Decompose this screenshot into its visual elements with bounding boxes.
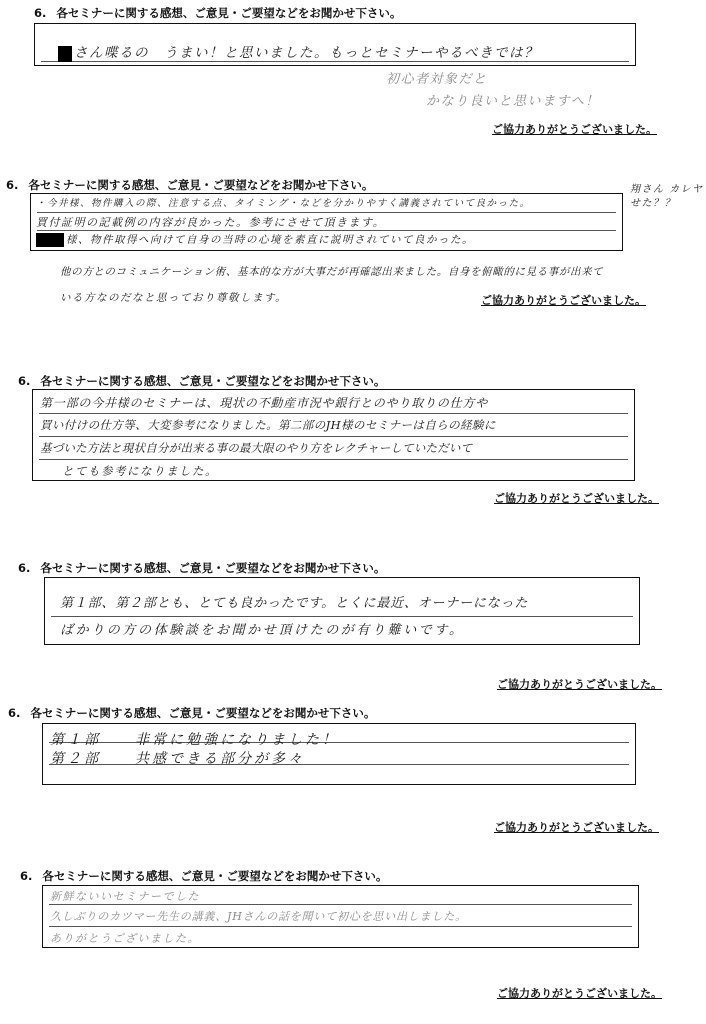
- handwritten-line: 第２部 共感できる部分が多々: [50, 751, 305, 767]
- question-text: 各セミナーに関する感想、ご意見・ご要望などをお聞かせ下さい。: [28, 178, 374, 192]
- handwritten-line: いる方なのだなと思っており尊敬します。: [60, 292, 288, 304]
- handwritten-line: 初心者対象だと: [386, 72, 488, 87]
- thanks-text: ご協力ありがとうございました。: [481, 294, 646, 307]
- margin-note: 翔さん カレヤせた？？: [630, 184, 704, 209]
- handwritten-line: 新鮮ないいセミナーでした: [50, 890, 200, 903]
- handwritten-line: かなり良いと思いますへ！: [426, 94, 600, 109]
- handwritten-line: さん喋るの うまい！と思いました。もっとセミナーやるべきでは？: [58, 41, 539, 62]
- handwritten-line: 久しぶりのカツマー先生の講義、JHさんの話を聞いて初心を思い出しました。: [50, 910, 467, 923]
- question-label-6: [20, 868, 387, 884]
- question-number: 6.: [18, 374, 31, 388]
- question-text: 各セミナーに関する感想、ご意見・ご要望などをお聞かせ下さい。: [56, 6, 402, 20]
- handwritten-line: 第１部 非常に勉強になりました！: [50, 732, 339, 748]
- handwritten-line: 第１部、第２部とも、とても良かったです。とくに最近、オーナーになった: [60, 596, 529, 611]
- question-text: 各セミナーに関する感想、ご意見・ご要望などをお聞かせ下さい。: [40, 561, 386, 575]
- handwritten-line: 買い付けの仕方等、大変参考になりました。第二部のJH様のセミナーは自らの経験に: [40, 418, 496, 432]
- question-number: 6.: [18, 561, 31, 575]
- question-label-3: [18, 373, 385, 389]
- handwritten-line: ばかりの方の体験談をお聞かせ頂けたのが有り難いです。: [60, 623, 465, 638]
- handwritten-line: 買付証明の記載例の内容が良かった。参考にさせて頂きます。: [36, 216, 386, 229]
- handwritten-line: ・今井様、物件購入の際、注意する点、タイミング・などを分かりやすく講義されていて良かった。: [36, 198, 531, 209]
- handwritten-line: 様、物件取得へ向けて自身の当時の心境を素直に説明されていて良かった。: [36, 232, 474, 247]
- question-text: 各セミナーに関する感想、ご意見・ご要望などをお聞かせ下さい。: [42, 869, 388, 883]
- thanks-text: ご協力ありがとうございました。: [497, 678, 662, 691]
- handwritten-line: とても参考になりました。: [62, 464, 218, 478]
- question-label-1: [34, 5, 401, 21]
- redaction-block: [36, 233, 64, 247]
- thanks-text: ご協力ありがとうございました。: [494, 821, 659, 834]
- question-label-4: [18, 560, 385, 576]
- question-text: 各セミナーに関する感想、ご意見・ご要望などをお聞かせ下さい。: [30, 706, 376, 720]
- question-number: 6.: [34, 6, 47, 20]
- thanks-text: ご協力ありがとうございました。: [492, 123, 657, 136]
- thanks-text: ご協力ありがとうございました。: [494, 492, 659, 505]
- handwritten-line: 他の方とのコミュニケーション術、基本的な方が大事だが再確認出来ました。自身を俯瞰的に見る事が出来て: [60, 266, 604, 278]
- handwritten-line: ありがとうございました。: [50, 932, 200, 945]
- redaction-block: [58, 46, 72, 62]
- question-number: 6.: [6, 178, 19, 192]
- question-label-5: [8, 705, 375, 721]
- handwritten-line: 第一部の今井様のセミナーは、現状の不動産市況や銀行とのやり取りの仕方や: [40, 396, 489, 410]
- question-label-2: [6, 177, 373, 193]
- handwritten-line: 基づいた方法と現状自分が出来る事の最大限のやり方をレクチャーしていただいて: [40, 441, 473, 455]
- question-number: 6.: [20, 869, 33, 883]
- question-number: 6.: [8, 706, 21, 720]
- thanks-text: ご協力ありがとうございました。: [497, 987, 662, 1000]
- question-text: 各セミナーに関する感想、ご意見・ご要望などをお聞かせ下さい。: [40, 374, 386, 388]
